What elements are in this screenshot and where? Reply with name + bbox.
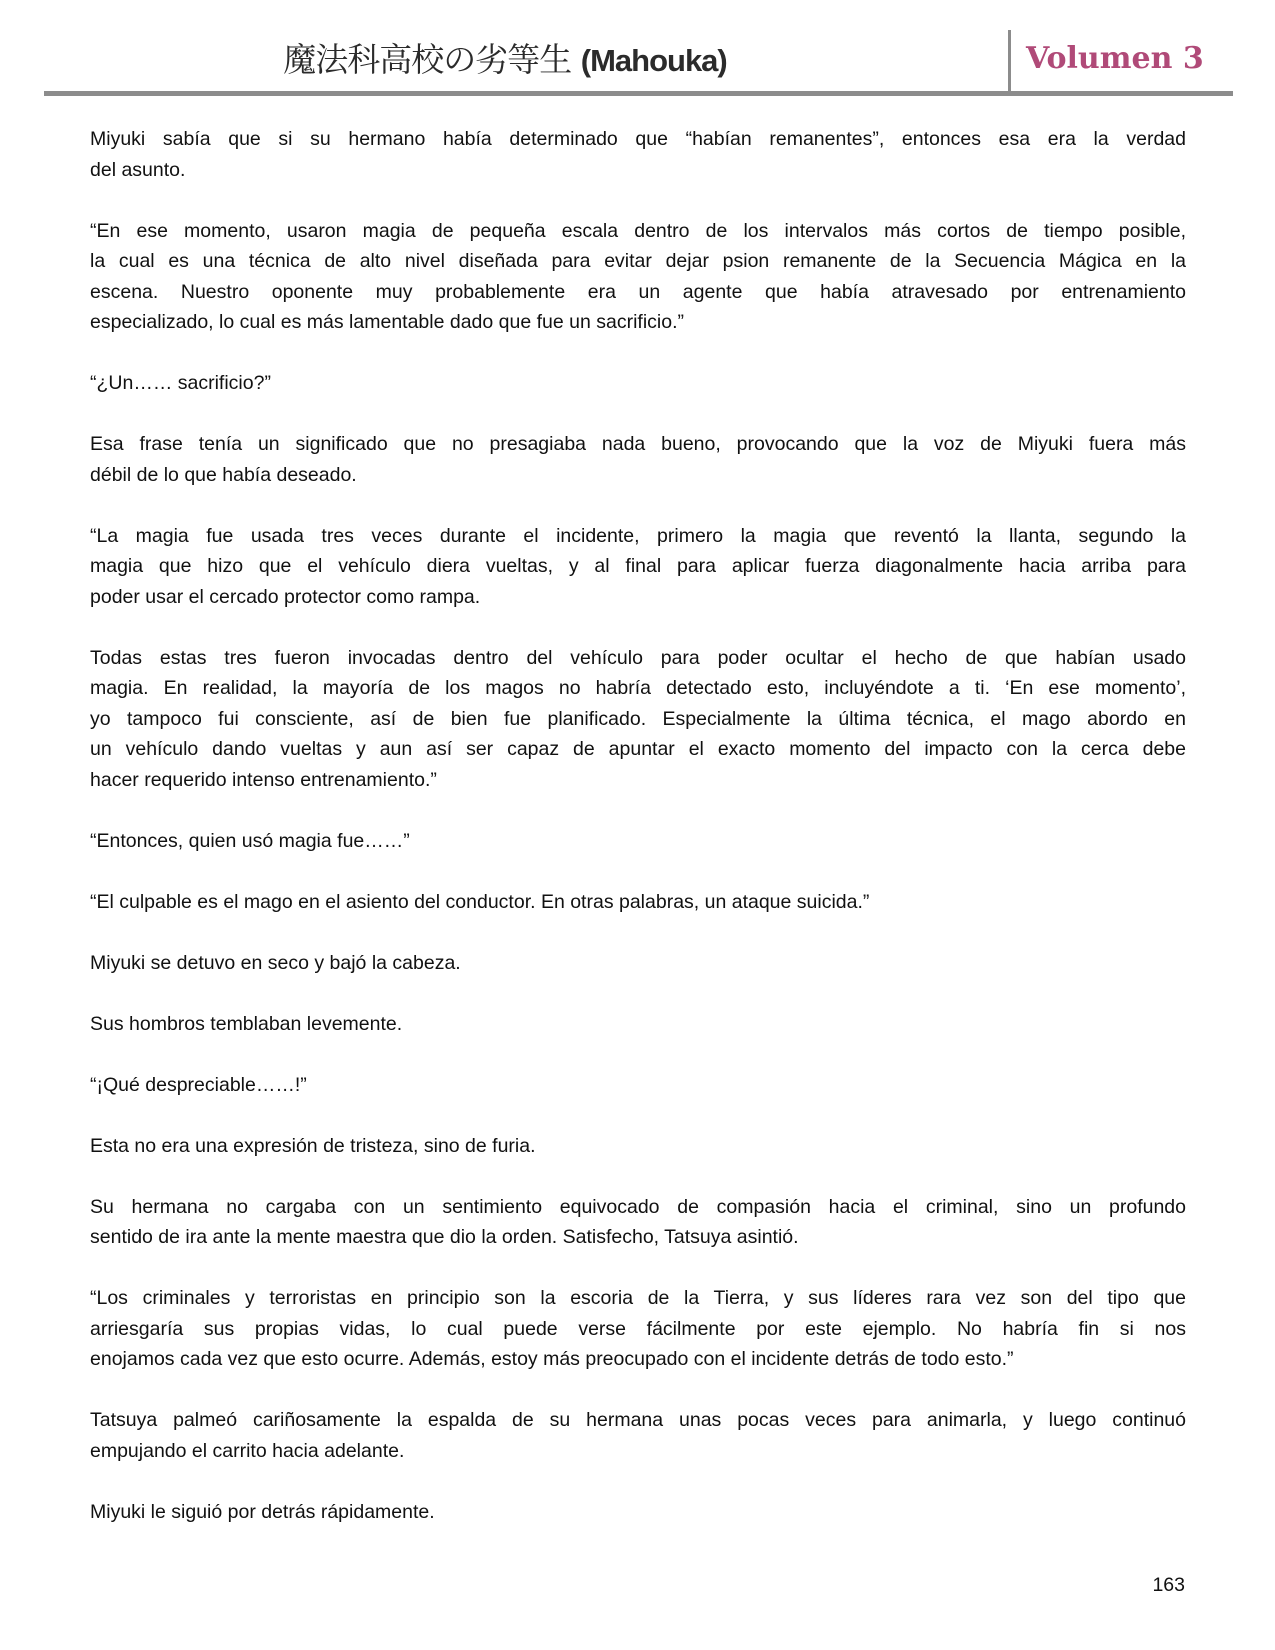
paragraph [90, 1283, 1186, 1375]
text-line: hacer requerido intenso entrenamiento.” [90, 768, 437, 791]
header-rule [44, 91, 1233, 96]
text-line: “Los criminales y terroristas en principio son la escoria de la Tierra, y sus líderes rara vez son del tipo que [90, 1287, 1186, 1309]
text-line: magia. En realidad, la mayoría de los magos no habría detectado esto, incluyéndote a ti. ‘En ese momento’, [90, 677, 1186, 699]
text-line: Miyuki se detuvo en seco y bajó la cabeza. [90, 951, 461, 974]
book-title-latin: (Mahouka) [580, 43, 727, 78]
paragraph [90, 1192, 1186, 1253]
paragraph [90, 826, 1186, 857]
text-line: “Entonces, quien usó magia fue……” [90, 829, 410, 852]
text-line: Tatsuya palmeó cariñosamente la espalda de su hermana unas pocas veces para animarla, y luego continuó [90, 1409, 1186, 1431]
text-line: Miyuki le siguió por detrás rápidamente. [90, 1500, 435, 1523]
text-line: sentido de ira ante la mente maestra que dio la orden. Satisfecho, Tatsuya asintió. [90, 1226, 799, 1248]
text-line: Sus hombros temblaban levemente. [90, 1012, 403, 1035]
paragraph [90, 521, 1186, 613]
text-line: “¿Un…… sacrificio?” [90, 372, 271, 394]
paragraph [90, 948, 1186, 979]
text-line: yo tampoco fui consciente, así de bien fue planificado. Especialmente la última técnica, el mago abordo en [90, 707, 1186, 730]
paragraph [90, 887, 1186, 918]
text-line: Miyuki sabía que si su hermano había determinado que “habían remanentes”, entonces esa era la verdad [90, 128, 1186, 150]
page-number: 163 [1152, 1574, 1185, 1596]
paragraph [90, 1070, 1186, 1101]
text-line: Su hermana no cargaba con un sentimiento equivocado de compasión hacia el criminal, sino un profundo [90, 1195, 1186, 1218]
text-line: arriesgaría sus propias vidas, lo cual puede verse fácilmente por este ejemplo. No habría fin si nos [90, 1317, 1186, 1340]
text-line: un vehículo dando vueltas y aun así ser capaz de apuntar el exacto momento del impacto con la cerca debe [90, 738, 1186, 760]
text-line: Esa frase tenía un significado que no presagiaba nada bueno, provocando que la voz de Miyuki fuera más [90, 433, 1186, 455]
paragraph [90, 124, 1186, 185]
paragraph [90, 1131, 1186, 1162]
text-line: la cual es una técnica de alto nivel diseñada para evitar dejar psion remanente de la Secuencia Mágica en la [90, 250, 1186, 272]
text-line: “La magia fue usada tres veces durante el incidente, primero la magia que reventó la llanta, segundo la [90, 524, 1186, 547]
paragraph [90, 216, 1186, 338]
text-line: magia que hizo que el vehículo diera vueltas, y al final para aplicar fuerza diagonalmente hacia arriba para [90, 555, 1186, 577]
volume-label: Volumen 3 [1026, 41, 1204, 76]
text-line: “El culpable es el mago en el asiento del conductor. En otras palabras, un ataque suicida.” [90, 890, 870, 913]
text-line: enojamos cada vez que esto ocurre. Además, estoy más preocupado con el incidente detrás de todo esto.” [90, 1348, 1014, 1370]
text-line: “¡Qué despreciable……!” [90, 1073, 307, 1096]
text-line: Todas estas tres fueron invocadas dentro del vehículo para poder ocultar el hecho de que habían usado [90, 646, 1186, 669]
text-line: del asunto. [90, 158, 186, 181]
book-title [0, 30, 1010, 90]
paragraph [90, 429, 1186, 490]
text-line: débil de lo que había deseado. [90, 463, 357, 486]
header-vertical-divider [1008, 30, 1011, 94]
text-line: Esta no era una expresión de tristeza, sino de furia. [90, 1134, 536, 1157]
paragraph [90, 1497, 1186, 1528]
text-line: “En ese momento, usaron magia de pequeña escala dentro de los intervalos más cortos de tiempo posible, [90, 219, 1186, 242]
paragraph [90, 368, 1186, 399]
book-title-japanese: 魔法科高校の劣等生 [283, 40, 572, 79]
text-line: poder usar el cercado protector como rampa. [90, 585, 481, 608]
text-line: especializado, lo cual es más lamentable dado que fue un sacrificio.” [90, 311, 685, 333]
text-line: empujando el carrito hacia adelante. [90, 1439, 405, 1462]
paragraph [90, 1405, 1186, 1466]
text-line: escena. Nuestro oponente muy probablemente era un agente que había atravesado por entrenamiento [90, 280, 1186, 303]
paragraph [90, 1009, 1186, 1040]
paragraph [90, 643, 1186, 796]
body-text [90, 124, 1186, 1558]
